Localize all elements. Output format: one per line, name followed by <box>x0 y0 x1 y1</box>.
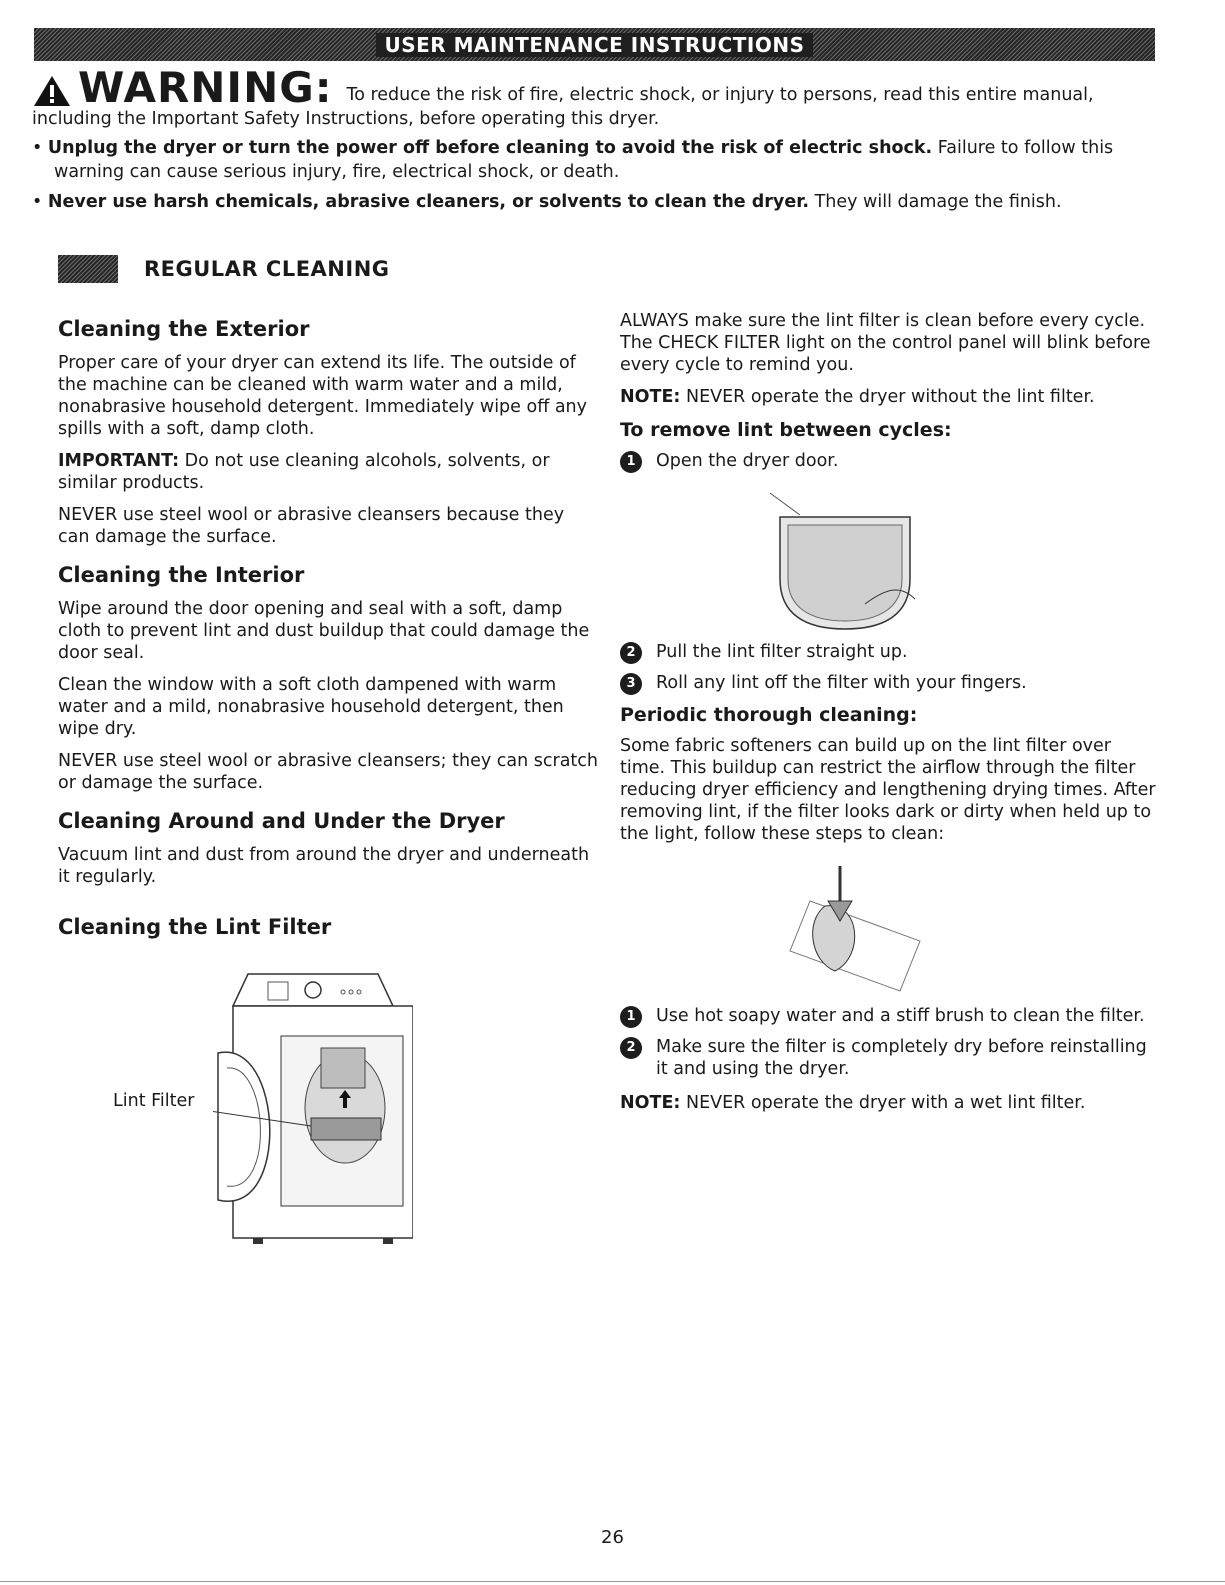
step-number-3: 3 <box>620 673 642 695</box>
lint-heading: Cleaning the Lint Filter <box>58 915 332 939</box>
around-paragraph: Vacuum lint and dust from around the dryer and underneath it regularly. <box>58 845 590 887</box>
important-label: IMPORTANT: <box>58 451 180 471</box>
remove-step-3 <box>620 672 1160 695</box>
warning-block <box>32 63 1162 214</box>
step-text-1: Open the dryer door. <box>656 451 839 471</box>
right-column <box>620 310 1160 1124</box>
note-2 <box>620 1092 1160 1114</box>
important-text: Do not use cleaning alcohols, solvents, or similar products. <box>58 451 550 493</box>
clean-step-1 <box>620 1005 1160 1028</box>
exterior-heading: Cleaning the Exterior <box>58 317 310 341</box>
remove-heading: To remove lint between cycles: <box>620 419 952 441</box>
note-1-text: NEVER operate the dryer without the lint filter. <box>686 387 1095 407</box>
note-2-label: NOTE: <box>620 1093 681 1113</box>
bottom-rule <box>0 1581 1225 1582</box>
exterior-important <box>58 450 598 494</box>
note-1 <box>620 386 1160 408</box>
clean-step-number-2: 2 <box>620 1037 642 1059</box>
lint-filter-illustration <box>760 489 930 639</box>
clean-step-text-1: Use hot soapy water and a stiff brush to clean the filter. <box>656 1006 1145 1026</box>
left-column <box>58 310 598 1250</box>
warning-word: WARNING: <box>78 63 333 112</box>
note-2-text: NEVER operate the dryer with a wet lint filter. <box>686 1093 1086 1113</box>
bullet-1-rest: Failure to follow this <box>937 138 1114 158</box>
warning-bullet-1: • Unplug the dryer or turn the power off before cleaning to avoid the risk of electric shock. Failure to follow this warning can cause serious injury, fire, electrical shock, or death. <box>32 136 1162 184</box>
step-text-2: Pull the lint filter straight up. <box>656 642 908 662</box>
clean-step-number-1: 1 <box>620 1006 642 1028</box>
warning-text-line2: including the Important Safety Instructions, before operating this dryer. <box>32 109 660 129</box>
always-paragraph: ALWAYS make sure the lint filter is clean before every cycle. The CHECK FILTER light on the control panel will blink before every cycle to remind you. <box>620 311 1151 375</box>
interior-paragraph-3: NEVER use steel wool or abrasive cleansers; they can scratch or damage the surface. <box>58 751 598 793</box>
periodic-heading: Periodic thorough cleaning: <box>620 704 918 726</box>
warning-bullet-2: • Never use harsh chemicals, abrasive cleaners, or solvents to clean the dryer. They will damage the finish. <box>32 192 1062 212</box>
dryer-illustration <box>213 968 413 1250</box>
bullet-2-bold: Never use harsh chemicals, abrasive cleaners, or solvents to clean the dryer. <box>47 192 809 212</box>
brush-cleaning-illustration <box>780 861 930 1001</box>
exterior-never: NEVER use steel wool or abrasive cleansers because they can damage the surface. <box>58 505 565 547</box>
clean-step-2 <box>620 1036 1160 1080</box>
lint-filter-label: Lint Filter <box>113 1091 195 1111</box>
interior-paragraph-1: Wipe around the door opening and seal with a soft, damp cloth to prevent lint and dust buildup that could damage the door seal. <box>58 599 590 663</box>
step-number-2: 2 <box>620 642 642 664</box>
dryer-figure <box>58 950 598 1250</box>
page-number: 26 <box>601 1527 624 1548</box>
bullet-2-rest: They will damage the finish. <box>814 192 1062 212</box>
interior-paragraph-2: Clean the window with a soft cloth dampened with warm water and a mild, nonabrasive household detergent, then wipe dry. <box>58 675 564 739</box>
remove-step-1 <box>620 450 1160 473</box>
periodic-paragraph: Some fabric softeners can build up on the lint filter over time. This buildup can restrict the airflow through the filter reducing dryer efficiency and lengthening drying times. After removing lint, if the filter looks dark or dirty when held up to the light, follow these steps to clean: <box>620 736 1156 844</box>
brush-figure <box>620 855 1160 1005</box>
step-number-1: 1 <box>620 451 642 473</box>
hatched-bar-icon <box>58 255 118 283</box>
bullet-1-bold: Unplug the dryer or turn the power off before cleaning to avoid the risk of electric shock. <box>47 138 933 158</box>
section-header <box>58 255 390 283</box>
banner-title: USER MAINTENANCE INSTRUCTIONS <box>376 33 812 57</box>
step-text-3: Roll any lint off the filter with your fingers. <box>656 673 1027 693</box>
around-heading: Cleaning Around and Under the Dryer <box>58 809 505 833</box>
remove-step-2 <box>620 641 1160 664</box>
note-1-label: NOTE: <box>620 387 681 407</box>
clean-step-text-2: Make sure the filter is completely dry before reinstalling it and using the dryer. <box>656 1037 1147 1079</box>
warning-text-line1: To reduce the risk of fire, electric shock, or injury to persons, read this entire manual, <box>346 85 1094 105</box>
interior-heading: Cleaning the Interior <box>58 563 305 587</box>
exterior-paragraph: Proper care of your dryer can extend its life. The outside of the machine can be cleaned with warm water and a mild, nonabrasive household detergent. Immediately wipe off any spills with a soft, damp cloth. <box>58 353 587 439</box>
warning-triangle-icon <box>32 74 72 108</box>
section-title: REGULAR CLEANING <box>144 257 390 281</box>
bullet-1-line2: warning can cause serious injury, fire, electrical shock, or death. <box>54 162 620 182</box>
lint-filter-figure <box>620 481 1160 641</box>
page-banner <box>34 28 1155 61</box>
